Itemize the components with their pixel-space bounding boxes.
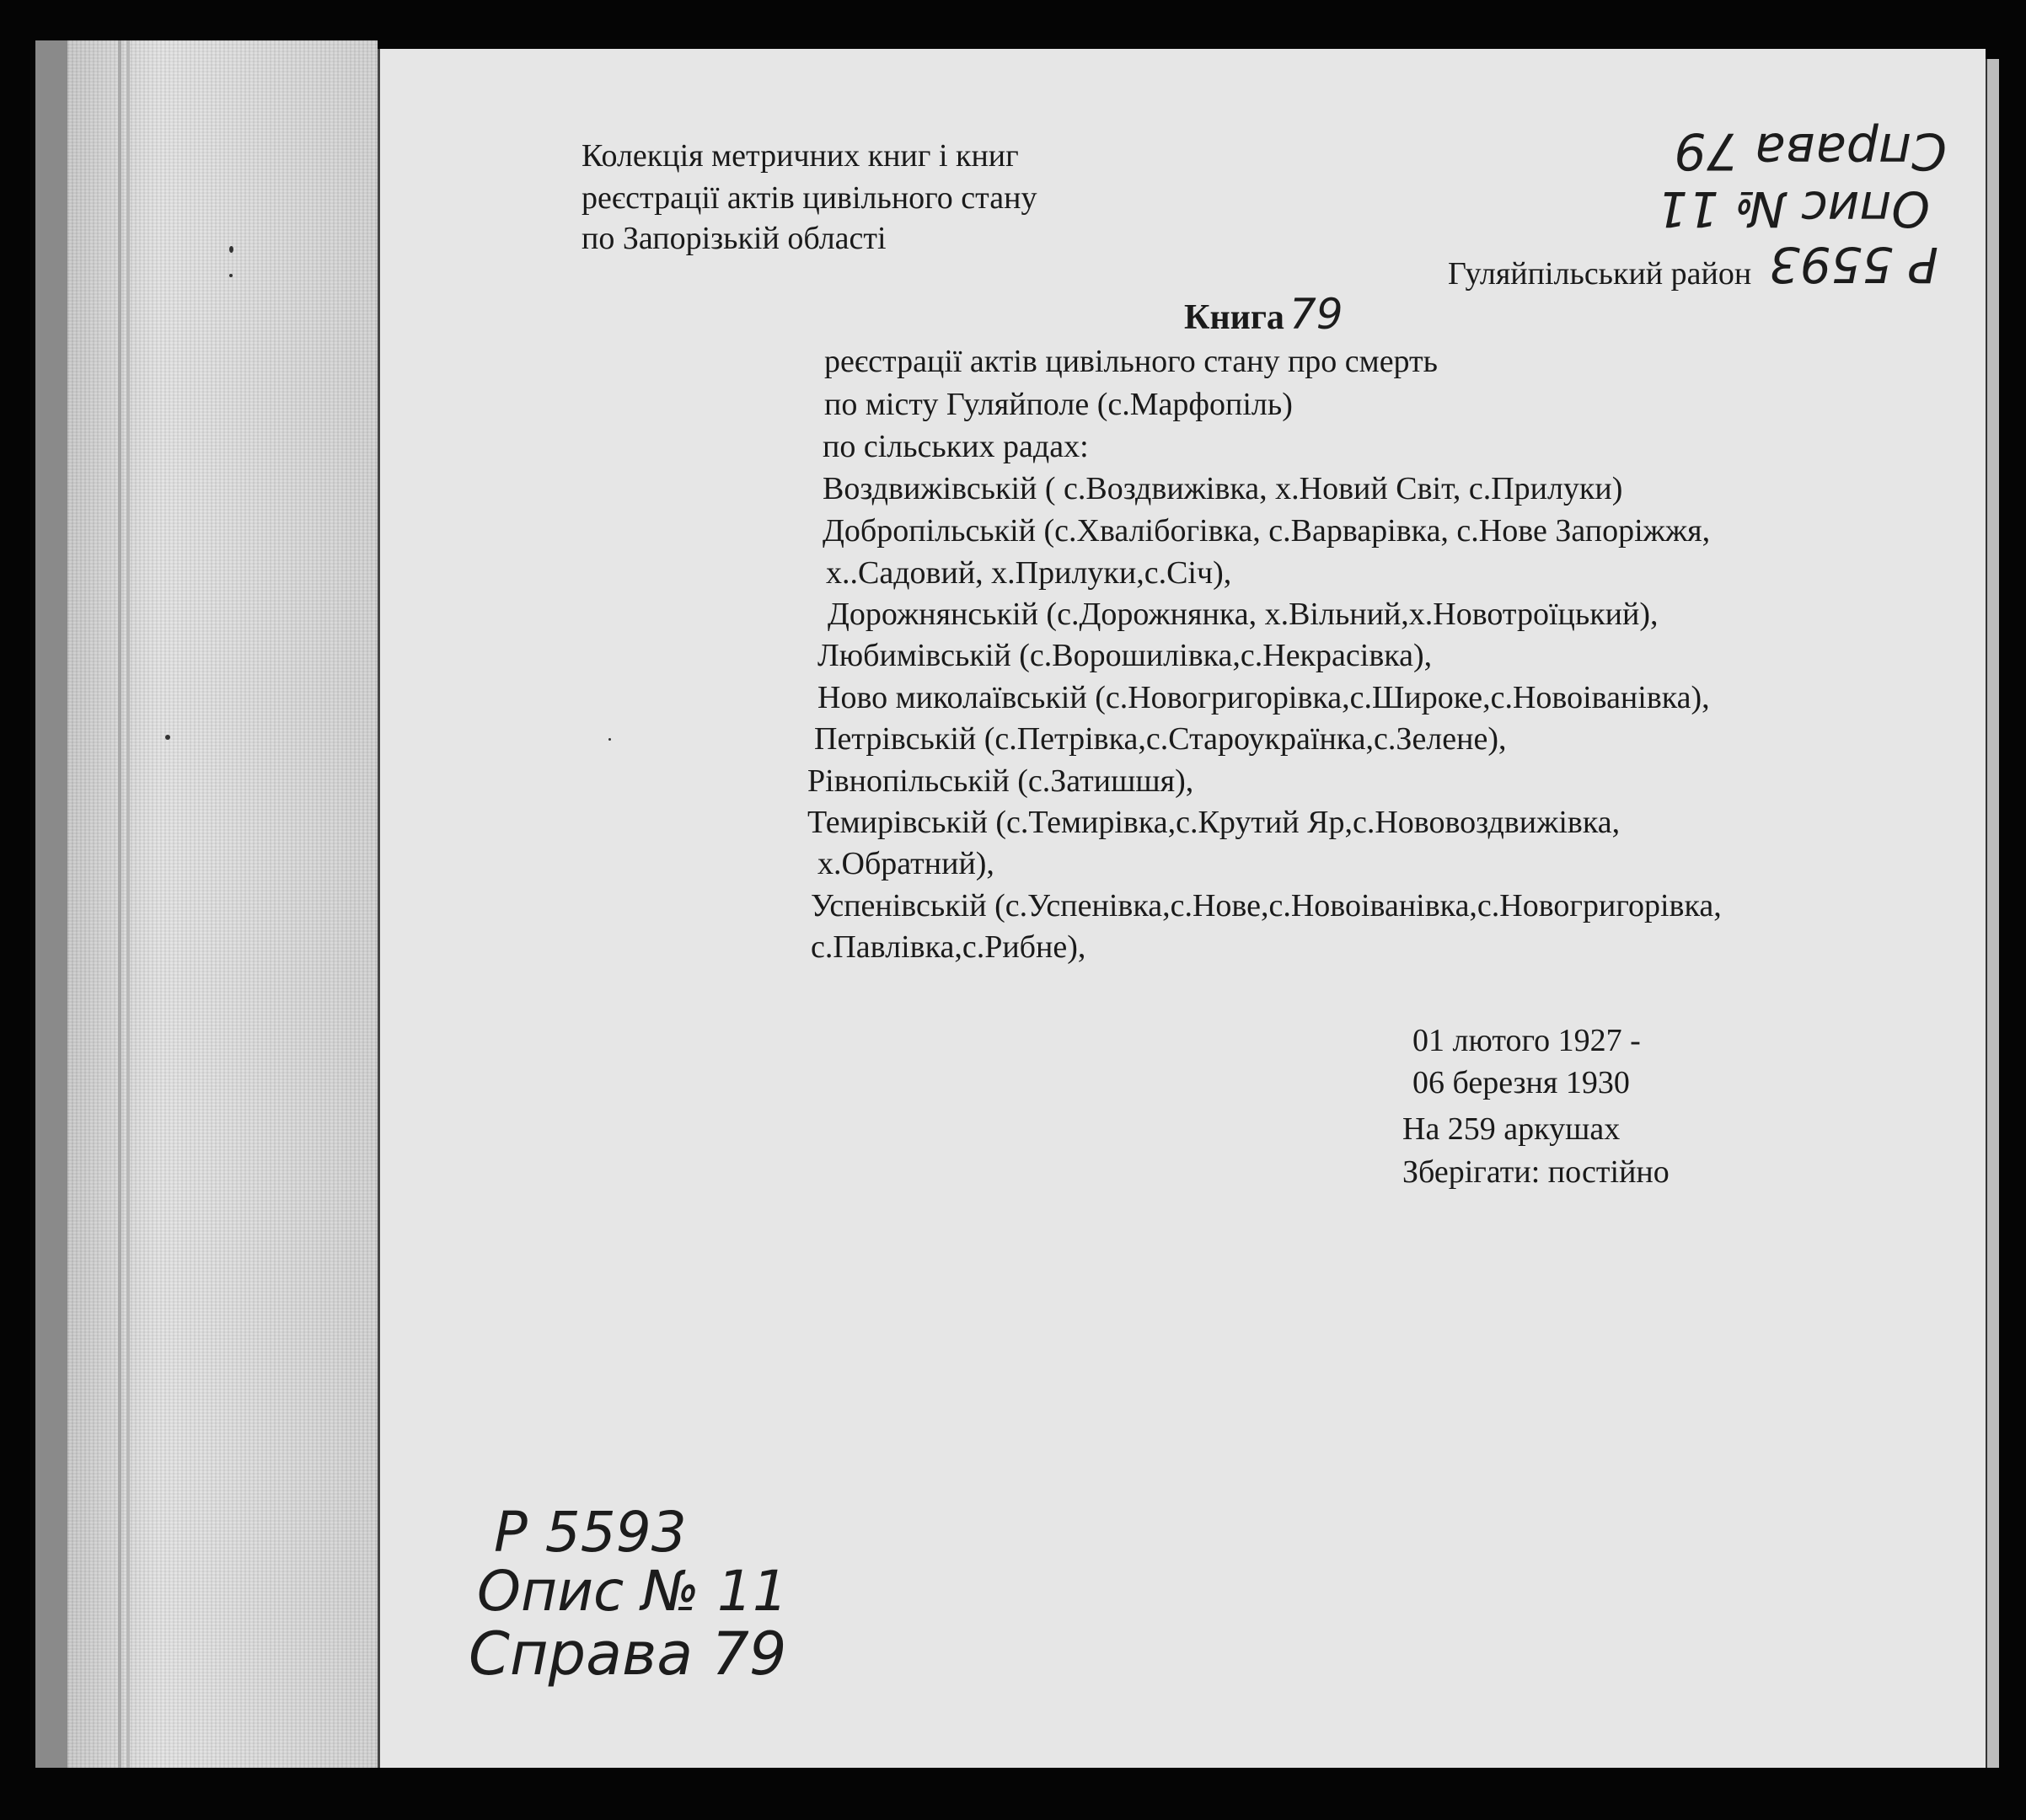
handwritten-fund: Р 5593 xyxy=(494,1500,687,1565)
spine-fold-line xyxy=(118,40,121,1768)
description-line: Дорожнянській (с.Дорожнянка, х.Вільний,х.Новотроїцький), xyxy=(828,597,1659,632)
retention-period: Зберігати: постійно xyxy=(1402,1154,1670,1190)
scan-speck xyxy=(165,735,170,740)
description-line: по місту Гуляйполе (с.Марфопіль) xyxy=(824,387,1293,422)
handwritten-inventory: Опис № 11 xyxy=(1656,180,1930,238)
sheet-count: На 259 аркушах xyxy=(1402,1111,1621,1147)
handwritten-fund: Р 5593 xyxy=(1768,236,1938,293)
collection-line: по Запорізькій області xyxy=(582,221,887,256)
description-line: Успенівській (с.Успенівка,с.Нове,с.Новоіванівка,с.Новогригорівка, xyxy=(811,888,1722,923)
scan-speck xyxy=(229,246,233,253)
description-line: Любимівській (с.Ворошилівка,с.Некрасівка), xyxy=(817,638,1433,673)
handwritten-case: Справа 79 xyxy=(469,1619,787,1689)
collection-line: Колекція метричних книг і книг xyxy=(582,138,1019,174)
description-line: Темирівській (с.Темирівка,с.Крутий Яр,с.Нововоздвижівка, xyxy=(807,805,1621,840)
district-label: Гуляйпільський район xyxy=(1448,256,1752,292)
description-line: реєстрації актів цивільного стану про смерть xyxy=(824,344,1438,379)
spine-fold-line xyxy=(126,40,130,1768)
scan-speck xyxy=(608,738,611,741)
book-number: 79 xyxy=(1289,290,1343,339)
date-end: 06 березня 1930 xyxy=(1412,1065,1630,1100)
description-line: Добропільській (с.Хвалібогівка, с.Варварівка, с.Нове Запоріжжя, xyxy=(823,513,1711,549)
date-start: 01 лютого 1927 - xyxy=(1412,1023,1641,1058)
description-line: х..Садовий, х.Прилуки,с.Січ), xyxy=(826,555,1232,591)
page-edge xyxy=(1986,59,1999,1768)
description-line: по сільських радах: xyxy=(823,429,1089,464)
scan-speck xyxy=(229,274,233,277)
book-label: Книга xyxy=(1184,298,1284,337)
description-line: Воздвижівській ( с.Воздвижівка, х.Новий Світ, с.Прилуки) xyxy=(823,471,1623,506)
collection-line: реєстрації актів цивільного стану xyxy=(582,180,1037,216)
handwritten-archive-mark-rotated xyxy=(1584,99,1955,293)
cloth-spine xyxy=(67,40,378,1768)
handwritten-case: Справа 79 xyxy=(1674,121,1947,180)
handwritten-inventory: Опис № 11 xyxy=(477,1559,788,1624)
description-line: Ново миколаївській (с.Новогригорівка,с.Широке,с.Новоіванівка), xyxy=(817,680,1710,715)
spine-edge xyxy=(35,40,67,1768)
description-line: Петрівській (с.Петрівка,с.Староукраїнка,с.Зелене), xyxy=(814,721,1507,757)
description-line: х.Обратний), xyxy=(817,846,994,881)
description-line: с.Павлівка,с.Рибне), xyxy=(811,929,1086,965)
description-line: Рівнопільській (с.Затишшя), xyxy=(807,763,1194,799)
